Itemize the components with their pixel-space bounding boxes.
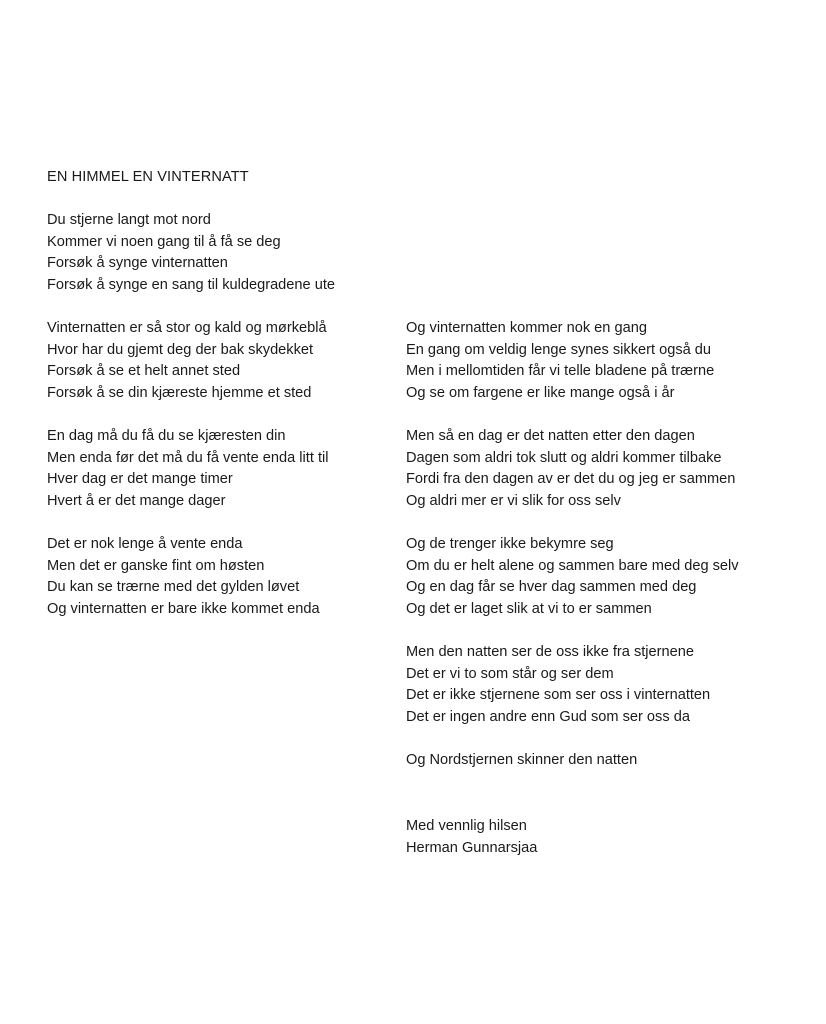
right-column xyxy=(406,318,786,793)
stanza xyxy=(406,318,786,404)
poem-title: EN HIMMEL EN VINTERNATT xyxy=(47,169,249,185)
stanza xyxy=(406,750,786,772)
poem-line: Og Nordstjernen skinner den natten xyxy=(406,751,638,768)
poem-line: Det er nok lenge å vente enda xyxy=(47,535,243,552)
poem-line: Det er ikke stjernene som ser oss i vinternatten xyxy=(406,687,711,704)
poem-line: Hvert å er det mange dager xyxy=(47,492,226,509)
left-column xyxy=(47,210,427,642)
stanza xyxy=(406,642,786,728)
poem-line: Fordi fra den dagen av er det du og jeg er sammen xyxy=(406,471,736,488)
poem-line: Men den natten ser de oss ikke fra stjernene xyxy=(406,643,694,660)
poem-line: Og de trenger ikke bekymre seg xyxy=(406,535,614,552)
stanza xyxy=(406,426,786,512)
poem-line: Du stjerne langt mot nord xyxy=(47,212,211,228)
poem-line: Hver dag er det mange timer xyxy=(47,471,233,488)
signature-closing: Med vennlig hilsen xyxy=(406,818,527,834)
poem-line: Men enda før det må du få vente enda litt til xyxy=(47,449,329,466)
stanza xyxy=(406,534,786,620)
stanza xyxy=(47,318,427,404)
stanza xyxy=(47,210,427,296)
poem-line: Forsøk å se et helt annet sted xyxy=(47,363,241,380)
poem-line: Og se om fargene er like mange også i år xyxy=(406,384,675,401)
poem-line: Det er ingen andre enn Gud som ser oss da xyxy=(406,708,690,725)
poem-line: Og vinternatten kommer nok en gang xyxy=(406,320,647,336)
poem-line: Vinternatten er så stor og kald og mørkeblå xyxy=(47,319,327,336)
poem-line: En gang om veldig lenge synes sikkert også du xyxy=(406,341,712,358)
poem-line: Og aldri mer er vi slik for oss selv xyxy=(406,492,621,509)
poem-line: Om du er helt alene og sammen bare med deg selv xyxy=(406,557,739,574)
poem-line: Det er vi to som står og ser dem xyxy=(406,665,614,682)
poem-line: Hvor har du gjemt deg der bak skydekket xyxy=(47,341,314,358)
stanza xyxy=(47,534,427,620)
signature-block xyxy=(406,816,537,859)
poem-line: Men så en dag er det natten etter den dagen xyxy=(406,427,695,444)
poem-line: Kommer vi noen gang til å få se deg xyxy=(47,233,281,250)
poem-line: Men i mellomtiden får vi telle bladene på trærne xyxy=(406,363,715,380)
poem-line: Men det er ganske fint om høsten xyxy=(47,557,265,574)
poem-line: Og det er laget slik at vi to er sammen xyxy=(406,600,652,617)
poem-line: Dagen som aldri tok slutt og aldri kommer tilbake xyxy=(406,449,722,466)
poem-line: Forsøk å synge vinternatten xyxy=(47,255,228,272)
poem-line: Og en dag får se hver dag sammen med deg xyxy=(406,579,697,596)
signature-name: Herman Gunnarsjaa xyxy=(406,839,538,856)
poem-line: Forsøk å se din kjæreste hjemme et sted xyxy=(47,384,312,401)
poem-line: Forsøk å synge en sang til kuldegradene ute xyxy=(47,276,335,293)
stanza xyxy=(47,426,427,512)
poem-line: Og vinternatten er bare ikke kommet enda xyxy=(47,600,320,617)
poem-line: Du kan se trærne med det gylden løvet xyxy=(47,579,300,596)
poem-line: En dag må du få du se kjæresten din xyxy=(47,427,286,444)
